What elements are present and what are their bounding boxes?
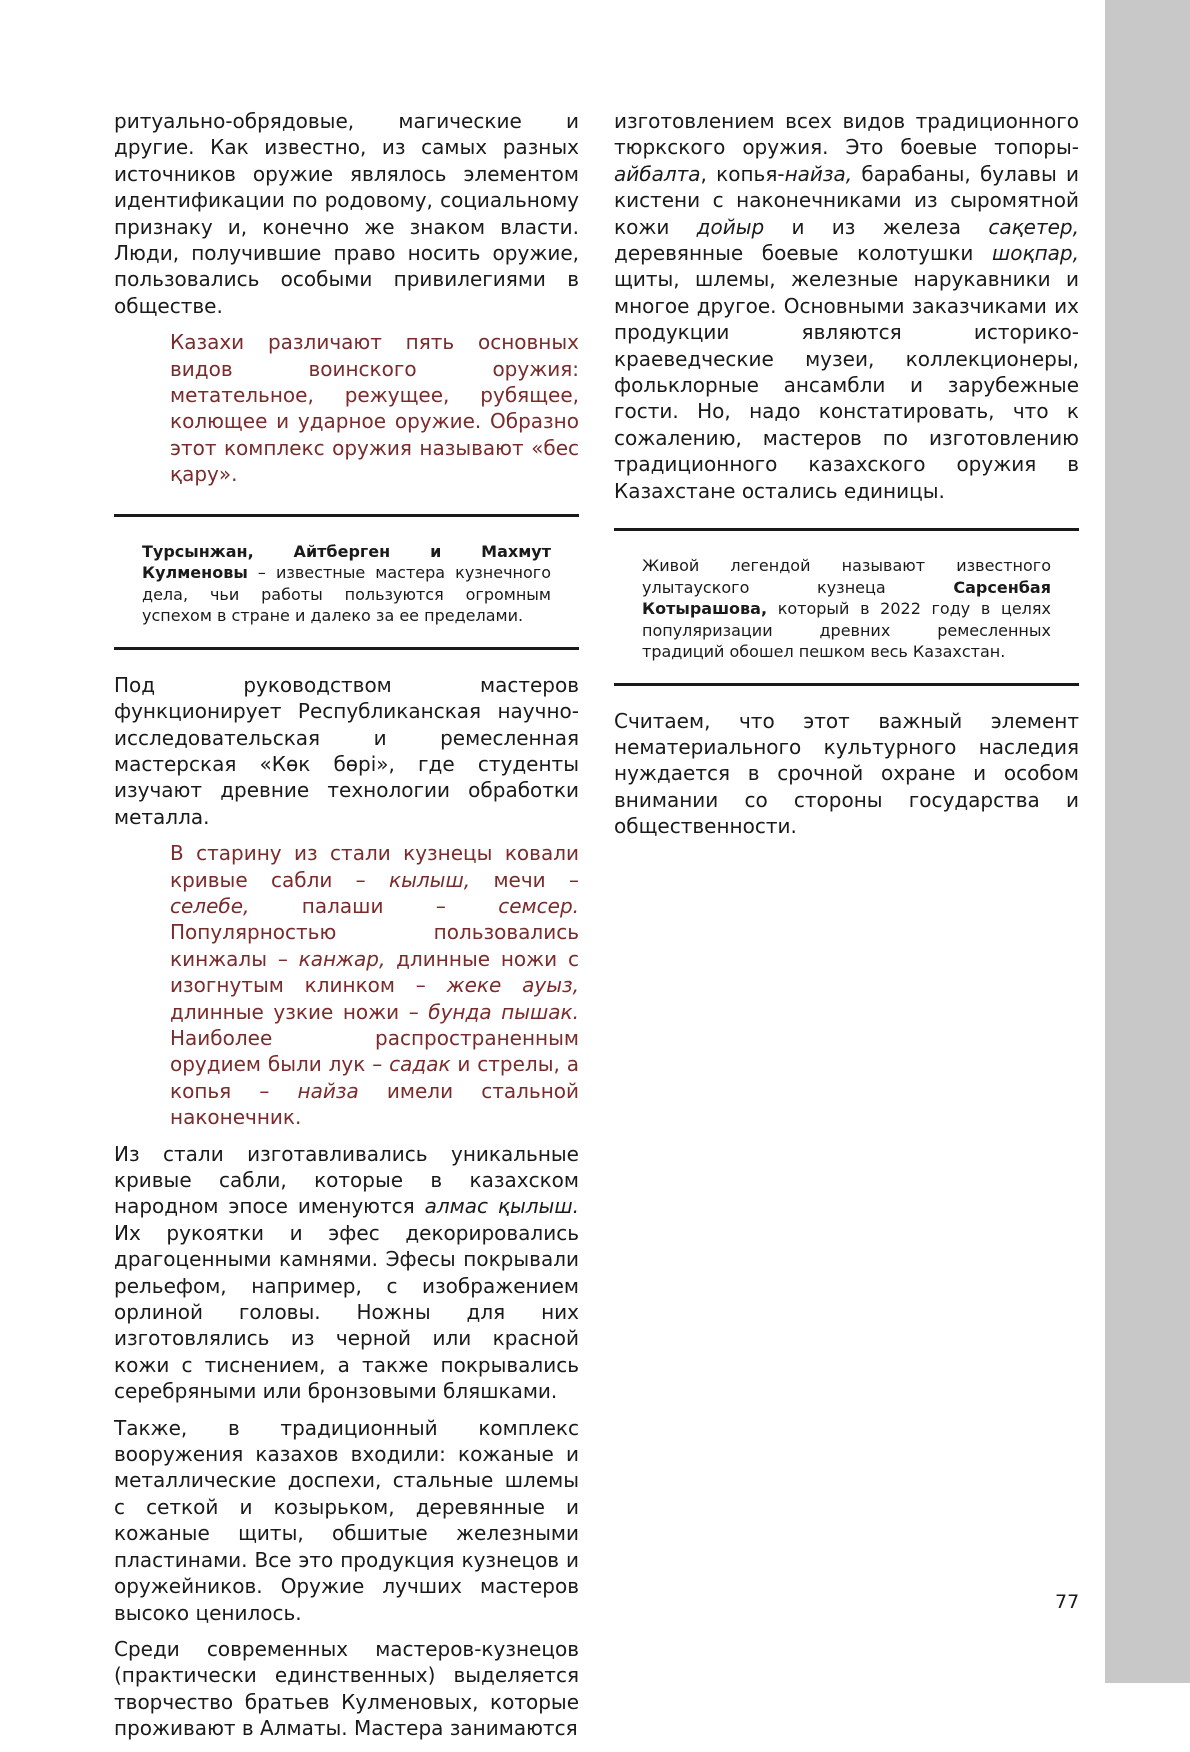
body-paragraph: Также, в традиционный комплекс вооружения казахов входили: кожаные и металлические доспехи, стальные шлемы с сеткой и козырьком, деревянные и кожаные щиты, обшитые железными пластинами. Все это продукция кузнецов и оружейников. Оружие лучших мастеров высоко ценилось. (114, 1415, 579, 1625)
body-paragraph: Среди современных мастеров-кузнецов (практически единственных) выделяется творчество братьев Кулменовых, которые проживают в Алматы. Мастера занимаются (114, 1636, 579, 1741)
right-column (614, 108, 1079, 850)
body-paragraph: ритуально-обрядовые, магические и другие. Как известно, из самых разных источников оружие являлось элементом идентификации по родовому, социальному признаку и, конечно же знаком власти. Люди, получившие право носить оружие, пользовались особыми привилегиями в обществе. (114, 109, 579, 318)
info-box-bold: Турсынжан, Айтберген и Махмут Кулменовы (142, 541, 551, 583)
body-paragraph: Под руководством мастеров функционирует Республиканская научно-исследовательская и ремесленная мастерская «Көк бөрі», где студенты изучают древние технологии обработки металла. (114, 672, 579, 829)
body-paragraph: изготовлением всех видов традиционного тюркского оружия. Это боевые топоры-айбалта, копья-найза, барабаны, булавы и кистени с наконечниками из сыромятной кожи дойыр и из железа сақетер, деревянные боевые колотушки шоқпар, щиты, шлемы, железные нарукавники и многое другое. Основными заказчиками их продукции являются историко-краеведческие музеи, коллекционеры, фольклорные ансамбли и зарубежные гости. Но, надо констатировать, что к сожалению, мастеров по изготовлению традиционного казахского оружия в Казахстане остались единицы. (614, 109, 1079, 503)
body-paragraph: Из стали изготавливались уникальные кривые сабли, которые в казахском народном эпосе именуются алмас қылыш. Их рукоятки и эфес декорировались драгоценными камнями. Эфесы покрывали рельефом, например, с изображением орлиной головы. Ножны для них изготовлялись из черной или красной кожи с тиснением, а также покрывались серебряными или бронзовыми бляшками. (114, 1141, 579, 1404)
info-box (614, 528, 1079, 686)
body-paragraph: Считаем, что этот важный элемент нематериального культурного наследия нуждается в срочной охране и особом внимании со стороны государства и общественности. (614, 708, 1079, 839)
page-number: 77 (1055, 1591, 1080, 1613)
highlight-quote: В старину из стали кузнецы ковали кривые сабли – кылыш, мечи – селебе, палаши – семсер. Популярностью пользовались кинжалы – канжар, длинные ножи с изогнутым клинком – жеке ауыз, длинные узкие ножи – бунда пышак. Наиболее распространенным орудием были лук – садак и стрелы, а копья – найза имели стальной наконечник. (170, 841, 579, 1130)
highlight-quote: Казахи различают пять основных видов воинского оружия: метательное, режущее, рубящее, колющее и ударное оружие. Образно этот комплекс оружия называют «бес қару». (170, 330, 579, 487)
info-box-text: Турсынжан, Айтберген и Махмут Кулменовы – известные мастера кузнечного дела, чьи работы пользуются огромным успехом в стране и далеко за ее пределами. (142, 541, 551, 626)
info-box (114, 514, 579, 650)
page-margin-bar (1105, 0, 1190, 1683)
info-box-text: Живой легендой называют известного улытауского кузнеца Сарсенбая Котырашова, который в 2022 году в целях популяризации древних ремесленных традиций обошел пешком весь Казахстан. (642, 556, 1051, 662)
left-column (114, 108, 579, 1752)
info-box-bold: Сарсенбая Котырашова, (642, 577, 1051, 619)
